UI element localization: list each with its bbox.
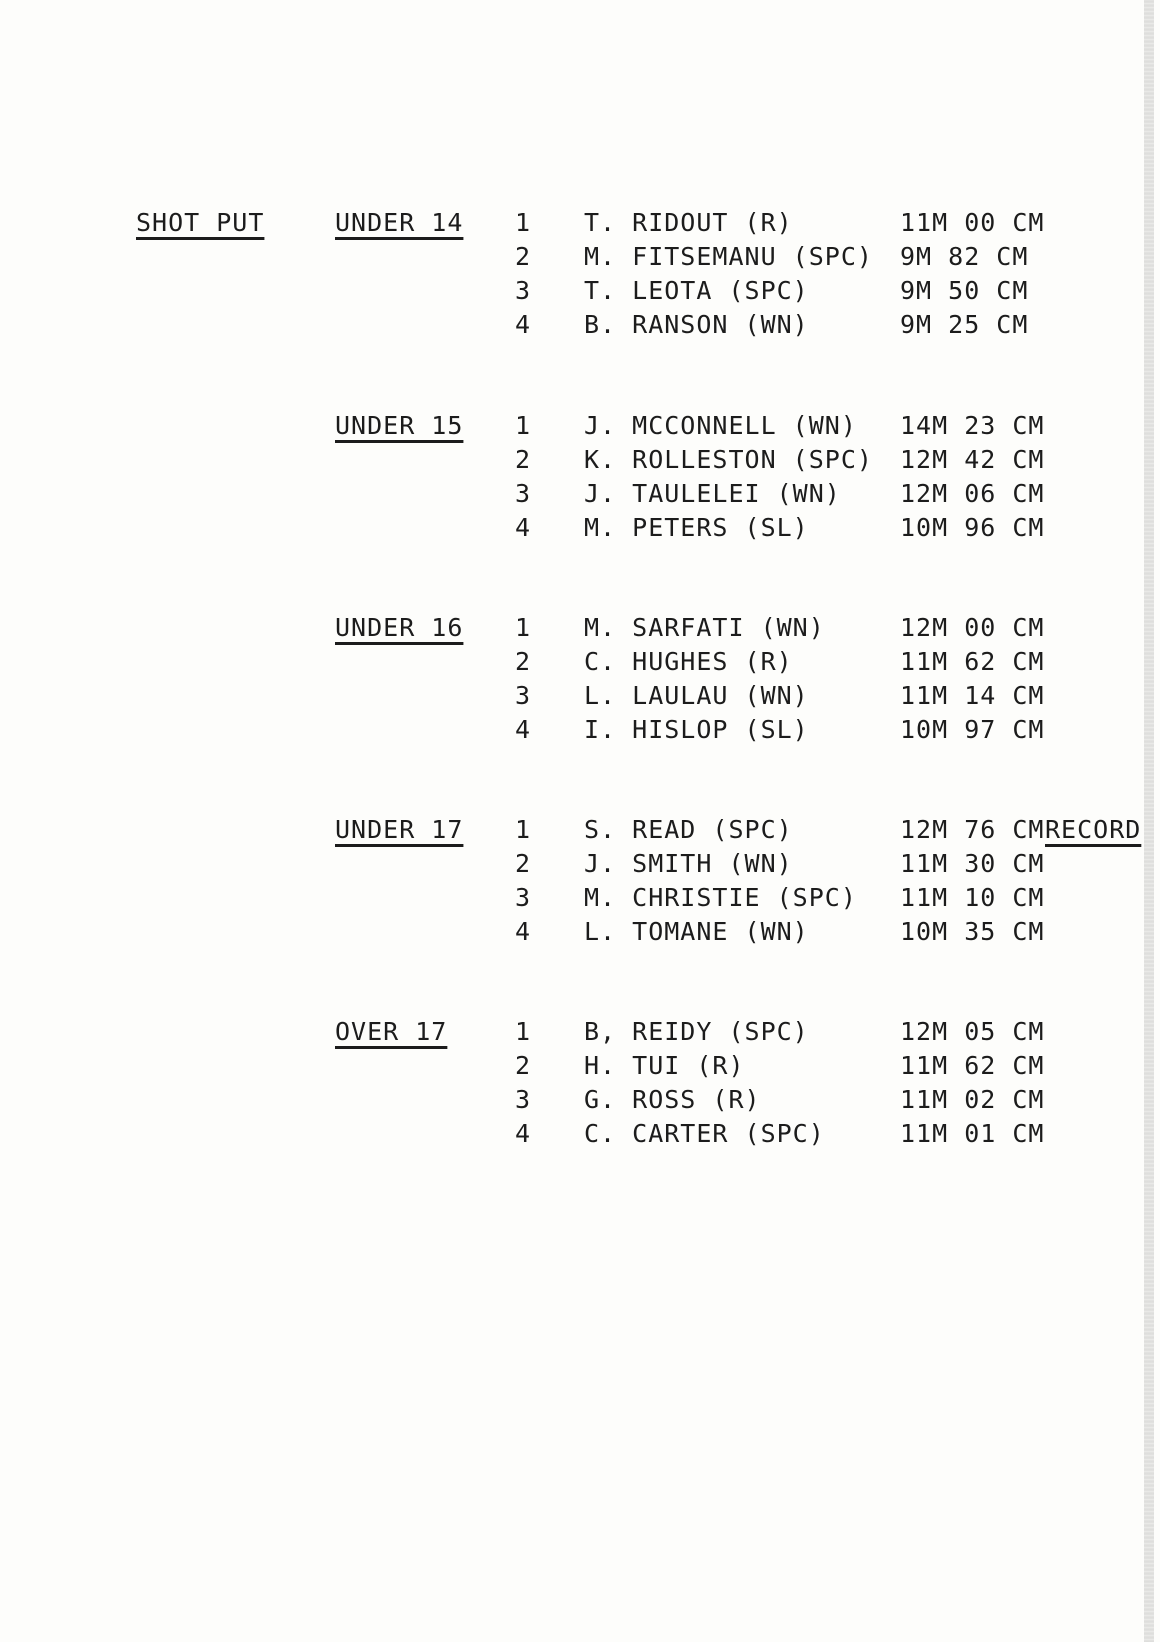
- place: 4: [515, 513, 532, 542]
- distance: 11M 01 CM: [900, 1119, 1045, 1148]
- place: 3: [515, 883, 532, 912]
- distance: 10M 35 CM: [900, 917, 1045, 946]
- distance: 10M 96 CM: [900, 513, 1045, 542]
- athlete-name: G. ROSS (R): [584, 1085, 761, 1114]
- place: 3: [515, 1085, 532, 1114]
- place: 2: [515, 1051, 532, 1080]
- athlete-name: B. RANSON (WN): [584, 310, 809, 339]
- athlete-name: B, REIDY (SPC): [584, 1017, 809, 1046]
- place: 3: [515, 681, 532, 710]
- section-title: UNDER 15: [335, 411, 464, 440]
- distance: 14M 23 CM: [900, 411, 1045, 440]
- place: 4: [515, 310, 532, 339]
- event-title: SHOT PUT: [136, 208, 265, 237]
- athlete-name: I. HISLOP (SL): [584, 715, 809, 744]
- distance: 12M 00 CM: [900, 613, 1045, 642]
- athlete-name: H. TUI (R): [584, 1051, 745, 1080]
- record-note: RECORD: [1045, 815, 1142, 844]
- distance: 9M 82 CM: [900, 242, 1029, 271]
- place: 4: [515, 1119, 532, 1148]
- distance: 11M 30 CM: [900, 849, 1045, 878]
- distance: 10M 97 CM: [900, 715, 1045, 744]
- section-title: UNDER 17: [335, 815, 464, 844]
- place: 1: [515, 815, 532, 844]
- place: 4: [515, 715, 532, 744]
- athlete-name: M. SARFATI (WN): [584, 613, 825, 642]
- place: 1: [515, 613, 532, 642]
- distance: 11M 02 CM: [900, 1085, 1045, 1114]
- athlete-name: M. PETERS (SL): [584, 513, 809, 542]
- athlete-name: M. FITSEMANU (SPC): [584, 242, 873, 271]
- distance: 12M 05 CM: [900, 1017, 1045, 1046]
- athlete-name: J. MCCONNELL (WN): [584, 411, 857, 440]
- place: 1: [515, 208, 532, 237]
- distance: 11M 62 CM: [900, 1051, 1045, 1080]
- page-edge: [1144, 0, 1154, 1642]
- place: 3: [515, 479, 532, 508]
- athlete-name: L. LAULAU (WN): [584, 681, 809, 710]
- athlete-name: J. TAULELEI (WN): [584, 479, 841, 508]
- distance: 11M 10 CM: [900, 883, 1045, 912]
- athlete-name: T. LEOTA (SPC): [584, 276, 809, 305]
- place: 1: [515, 1017, 532, 1046]
- distance: 11M 62 CM: [900, 647, 1045, 676]
- place: 3: [515, 276, 532, 305]
- athlete-name: C. CARTER (SPC): [584, 1119, 825, 1148]
- place: 2: [515, 445, 532, 474]
- distance: 12M 42 CM: [900, 445, 1045, 474]
- section-title: OVER 17: [335, 1017, 448, 1046]
- section-title: UNDER 16: [335, 613, 464, 642]
- distance: 9M 50 CM: [900, 276, 1029, 305]
- place: 1: [515, 411, 532, 440]
- athlete-name: J. SMITH (WN): [584, 849, 793, 878]
- distance: 11M 00 CM: [900, 208, 1045, 237]
- place: 2: [515, 242, 532, 271]
- distance: 12M 76 CM: [900, 815, 1045, 844]
- athlete-name: M. CHRISTIE (SPC): [584, 883, 857, 912]
- place: 2: [515, 849, 532, 878]
- athlete-name: L. TOMANE (WN): [584, 917, 809, 946]
- distance: 11M 14 CM: [900, 681, 1045, 710]
- distance: 12M 06 CM: [900, 479, 1045, 508]
- athlete-name: C. HUGHES (R): [584, 647, 793, 676]
- distance: 9M 25 CM: [900, 310, 1029, 339]
- athlete-name: T. RIDOUT (R): [584, 208, 793, 237]
- section-title: UNDER 14: [335, 208, 464, 237]
- athlete-name: S. READ (SPC): [584, 815, 793, 844]
- place: 4: [515, 917, 532, 946]
- place: 2: [515, 647, 532, 676]
- athlete-name: K. ROLLESTON (SPC): [584, 445, 873, 474]
